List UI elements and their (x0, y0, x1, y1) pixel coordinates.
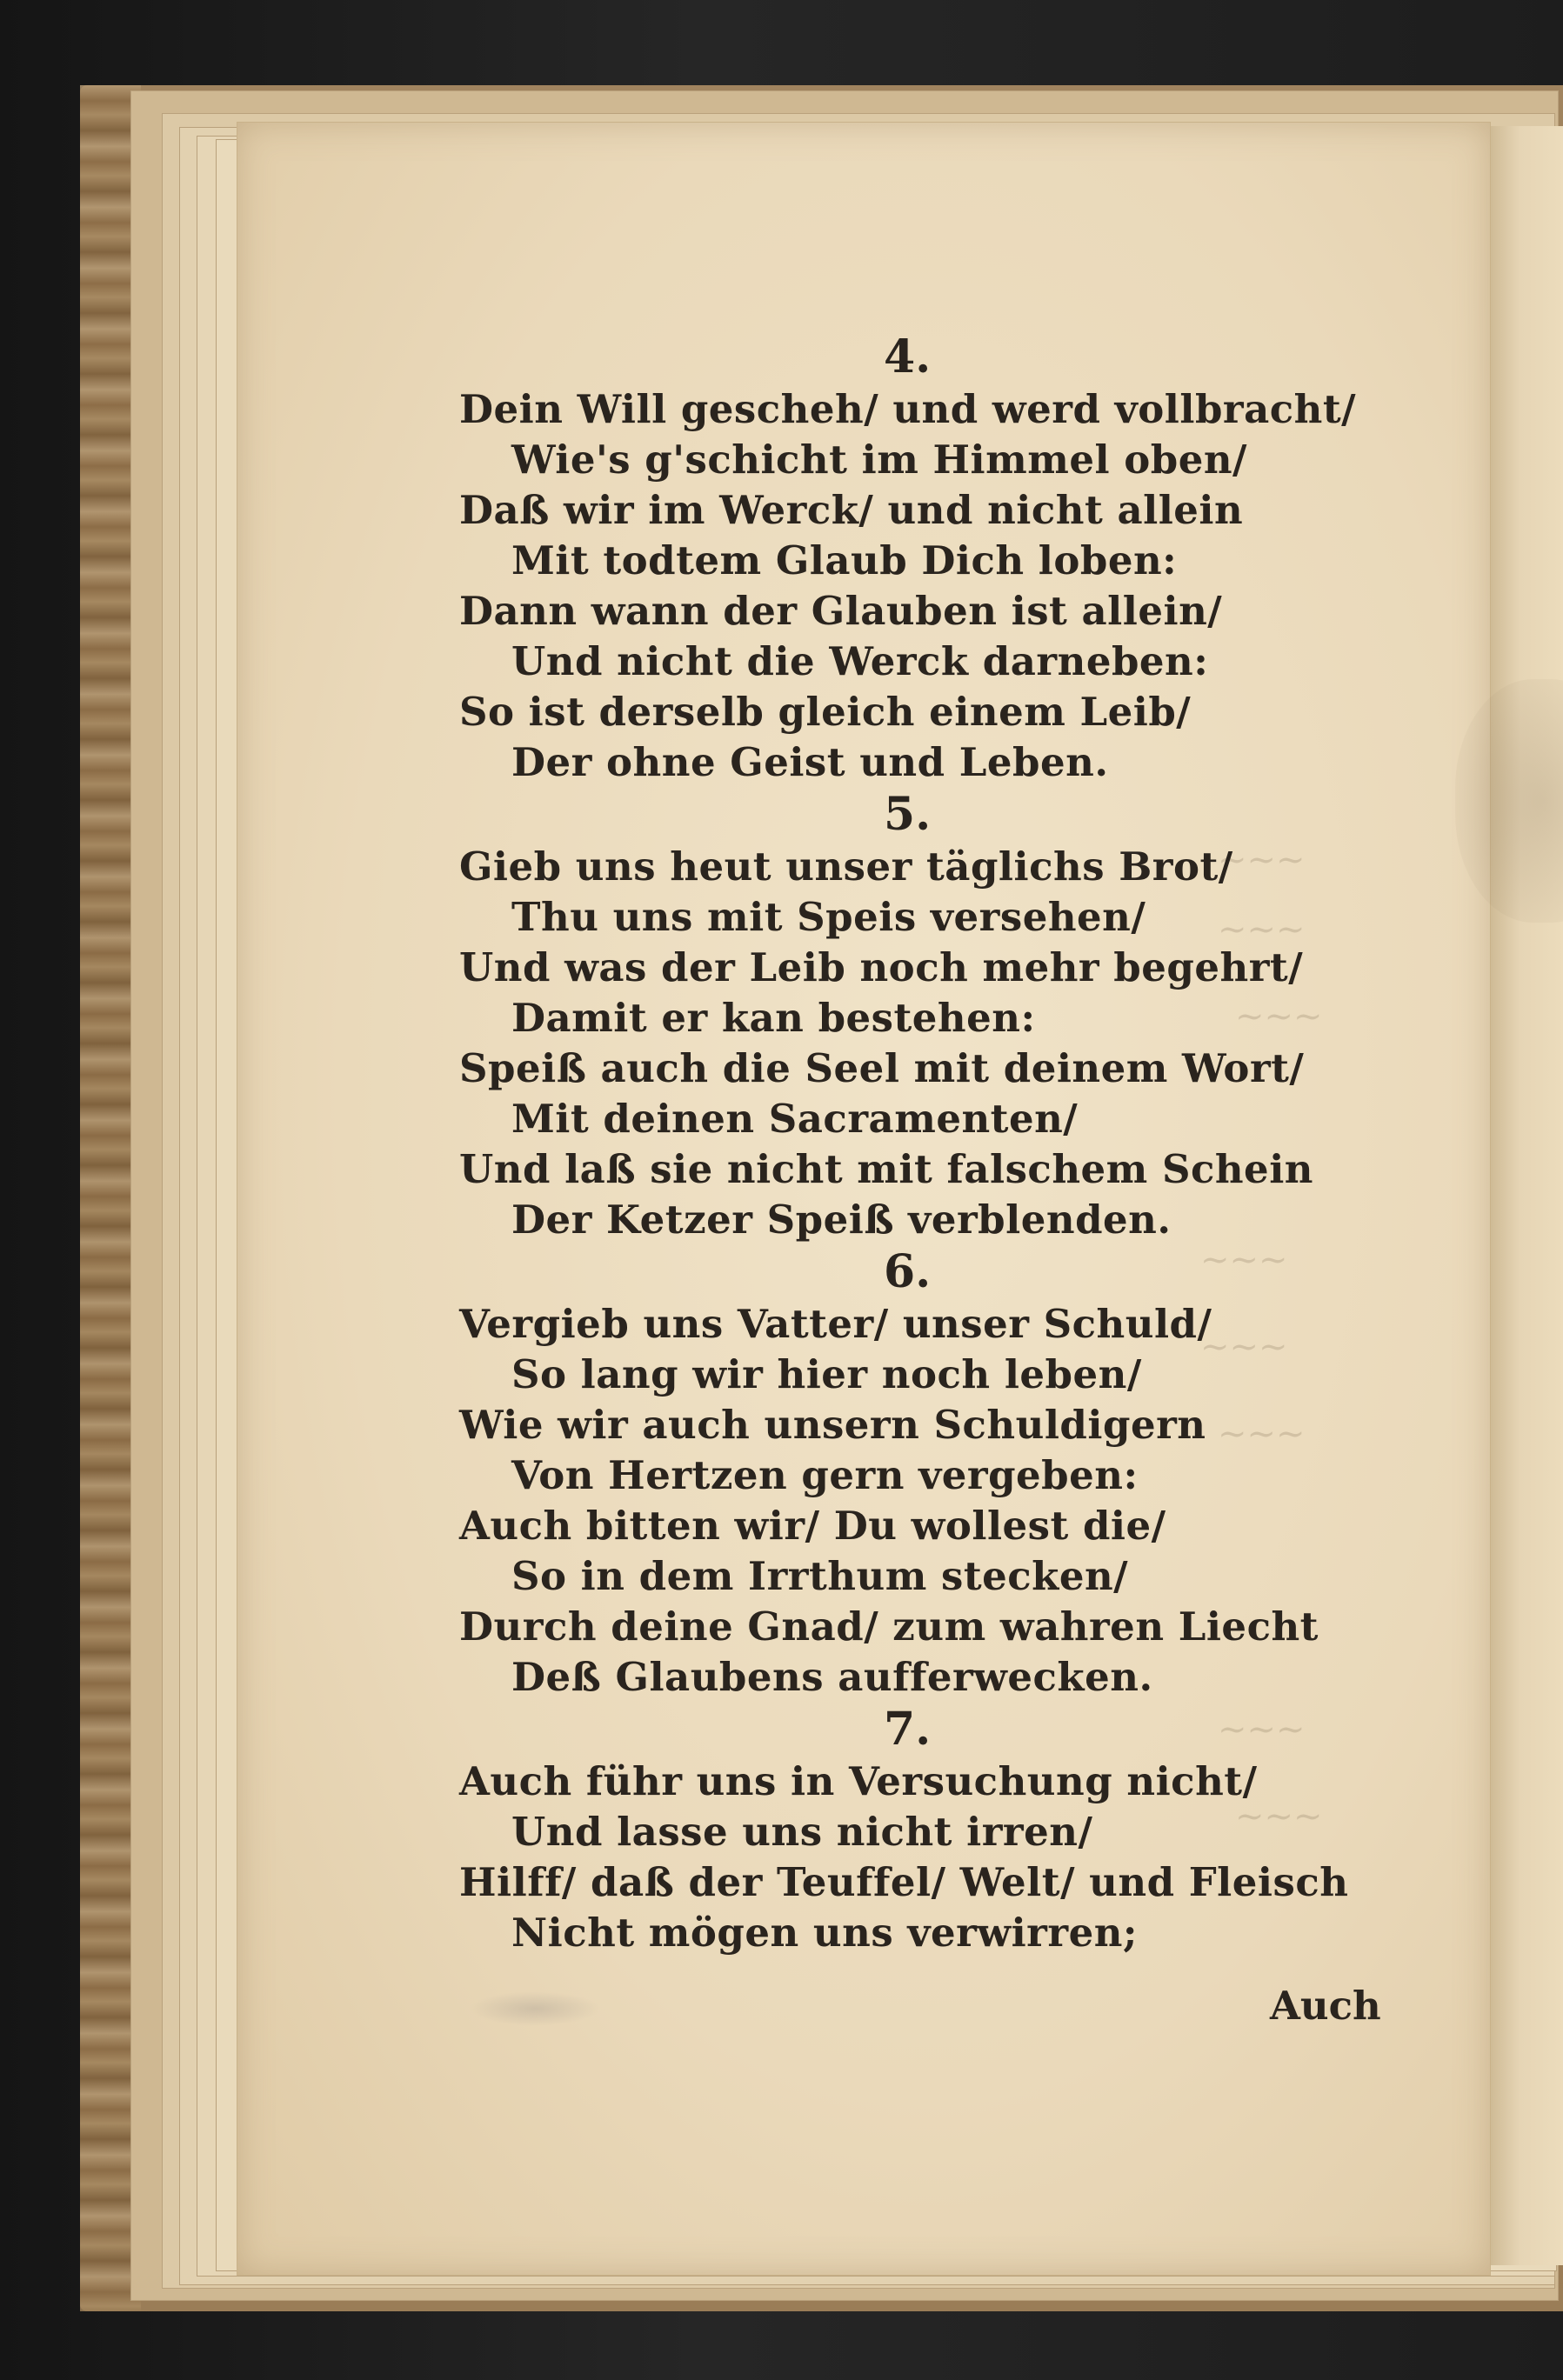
verse-line: Deß Glaubens aufferwecken. (511, 1654, 1153, 1700)
verse-line: Hilff/ daß der Teuffel/ Welt/ und Fleisch (459, 1859, 1349, 1905)
bleed-through-mark: ~~~ (1235, 1797, 1323, 1837)
verse-line: Und was der Leib noch mehr begehrt/ (459, 944, 1304, 990)
verse-line: Mit todtem Glaub Dich loben: (511, 537, 1178, 583)
verse-line: Wie's g'schicht im Himmel oben/ (511, 437, 1247, 483)
bleed-through-mark: ~~~ (1218, 910, 1306, 950)
stanza-number: 7. (884, 1703, 932, 1756)
verse-line: Speiß auch die Seel mit deinem Wort/ (459, 1045, 1305, 1091)
verse-line: So lang wir hier noch leben/ (511, 1351, 1142, 1397)
verse-line: Von Hertzen gern vergeben: (511, 1452, 1139, 1498)
verse-line: Damit er kan bestehen: (511, 995, 1036, 1041)
verse-line: Wie wir auch unsern Schuldigern (459, 1402, 1206, 1448)
verse-line: Und lasse uns nicht irren/ (511, 1809, 1093, 1855)
ink-smudge (470, 1991, 600, 2026)
verse-line: Dein Will gescheh/ und werd vollbracht/ (459, 386, 1357, 432)
verse-line: Nicht mögen uns verwirren; (511, 1910, 1139, 1956)
verse-line: So in dem Irrthum stecken/ (511, 1553, 1129, 1599)
verse-line: Auch führ uns in Versuchung nicht/ (459, 1758, 1258, 1804)
verse-line: So ist derselb gleich einem Leib/ (459, 689, 1192, 735)
verse-line: Und laß sie nicht mit falschem Schein (459, 1146, 1314, 1192)
verse-line: Mit deinen Sacramenten/ (511, 1096, 1079, 1142)
catchword: Auch (1270, 1983, 1381, 2029)
verse-line: Vergieb uns Vatter/ unser Schuld/ (459, 1301, 1212, 1347)
bleed-through-mark: ~~~ (1218, 1710, 1306, 1750)
verse-line: Durch deine Gnad/ zum wahren Liecht (459, 1603, 1319, 1650)
verse-line: Der ohne Geist und Leben. (511, 739, 1109, 785)
bleed-through-mark: ~~~ (1218, 1414, 1306, 1454)
stanza-number: 5. (884, 788, 932, 841)
hymn-text (459, 330, 1355, 1958)
verse-line: Daß wir im Werck/ und nicht allein (459, 487, 1244, 533)
bleed-through-ornament (1455, 679, 1563, 923)
verse-line: Dann wann der Glauben ist allein/ (459, 588, 1223, 634)
verse-line: Auch bitten wir/ Du wollest die/ (459, 1503, 1166, 1549)
bleed-through-mark: ~~~ (1200, 1240, 1288, 1280)
facing-page-edge (1489, 126, 1563, 2265)
bleed-through-mark: ~~~ (1218, 840, 1306, 880)
verse-line: Thu uns mit Speis versehen/ (511, 894, 1146, 940)
verse-line: Und nicht die Werck darneben: (511, 638, 1209, 684)
bleed-through-mark: ~~~ (1200, 1327, 1288, 1367)
stanza-number: 6. (884, 1245, 932, 1298)
verse-line: Gieb uns heut unser täglichs Brot/ (459, 843, 1233, 890)
verse-line: Der Ketzer Speiß verblenden. (511, 1197, 1172, 1243)
bleed-through-mark: ~~~ (1235, 997, 1323, 1037)
stanza-number: 4. (884, 330, 932, 383)
